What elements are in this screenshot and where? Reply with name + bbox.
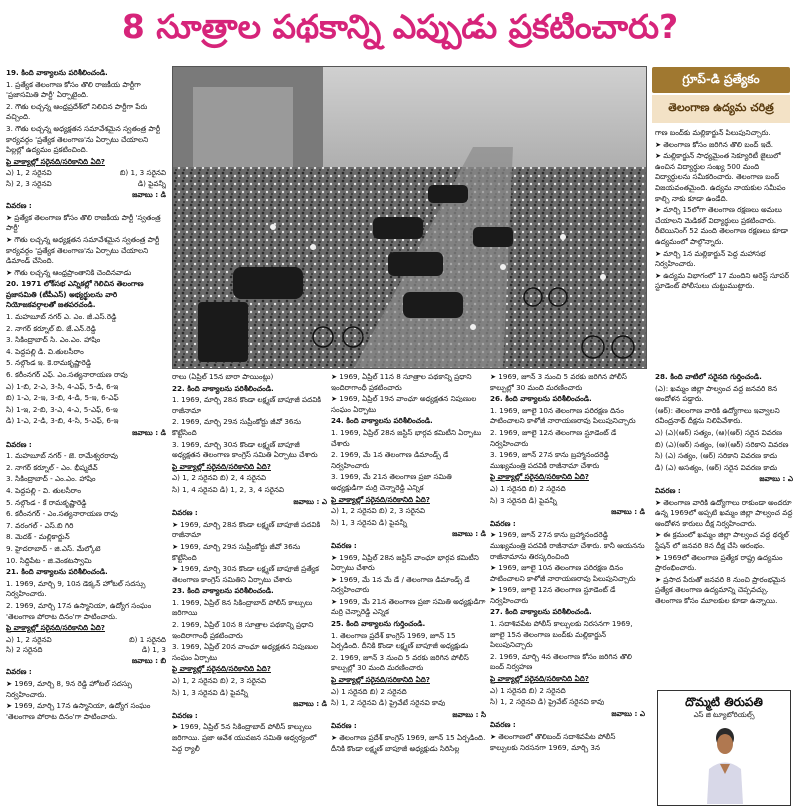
col5-bottom-line: (ఆర్): తెలంగాణ వారికి ఉద్యోగాలు ఇవ్వాలని రవీంద్రనాథ్ దీక్షను నిలిపివేశారు. [655, 405, 780, 426]
col3-line: సి) 1, 3 సరైనవి డి) పైవన్నీ [331, 517, 408, 527]
q19-stmt-3: 3. గౌతు లచ్చన్న అధ్యక్షతన సమావేశమైన స్వతంత్ర పార్టీ కార్యవర్గం 'ప్రత్యేక తెలంగాణ'ను ఏర్పాటు చేయాలని పిల్లల్లో ఉద్యమం ప్రకటించింది. [6, 123, 161, 155]
col3-line: పై వాక్యాల్లో సరైనది/సరికానిది ఏది? [331, 494, 430, 504]
q20-match-line: 2. నాగర్ కర్నూల్ బి. జే.ఎన్.రెడ్డి [6, 323, 96, 333]
q21-answer: జవాబు : బి [131, 655, 166, 665]
col2-line: వివరణ : [172, 508, 198, 518]
q20-exp-line: 7. వరంగల్ - ఎస్.బి గిరి [6, 520, 74, 530]
q20-options [6, 382, 166, 427]
col5-top-line: ➤ మల్లికార్జున్ సాధ్యమైంత సెక్యూరిటీ జైలులో ఉంచిన విద్యార్థుల సంఖ్య 500 మంది విద్యార్థులను సమీకరించారు. తెలంగాణ బంద్ విజయవంతమైంది. ఉద్యమ నాయకుల సమీపం కాల్చి నాకు కూడా ఉండేది. [655, 151, 786, 203]
q19-ask: పై వాక్యాల్లో సరైనది/సరికానిది ఏది? [6, 156, 105, 166]
q21-stmt-2: 2. 1969, మార్చి 17న ఉస్మానియా, ఉద్యోగ సంఘం 'తెలంగాణ పోరాట దినం'గా పాటించారు. [6, 600, 152, 621]
col3-line: ఎ) 1 సరైనది బి) 2 సరైనది [331, 686, 407, 696]
col3-line: వివరణ : [331, 721, 357, 731]
q20-explanation [6, 451, 166, 566]
col4-line: 1. సదాశివపేట పోలీస్ కాల్పులకు నిరసనగా 1969, జూలై 15న తెలంగాణ బంద్‌కు మల్లికార్జున్ పిలుపునిచ్చారు [490, 619, 633, 650]
col3-line: ➤ తెలంగాణ ప్రదేశ్ కాంగ్రెస్ 1969, జూన్ 15 ఏర్పడింది. దీనికి కొండా లక్ష్మణ్ బాపూజీ అధ్యక్షుడు సిరిసిల్ల [331, 733, 486, 753]
col4-line: ➤ 1969, జూలై 12న తెలంగాణ స్టూడెంట్ డే నిర్వహించారు [490, 585, 616, 605]
q20-option-line: ఎ) 1-బి, 2-ఎ, 3-సి, 4-ఎఫ్, 5-డి, 6-ఇ [6, 381, 119, 391]
q21-option-c: సి) 2 సరైనది [6, 645, 43, 655]
col2-line: రాలు (ఏప్రిల్ 15న బారా పాయింట్లు) [172, 372, 274, 381]
column-5-bottom [655, 372, 793, 686]
col2-line: 22. కింది వాక్యాలను పరిశీలించండి. [172, 383, 274, 393]
col5-bottom-line: ➤ ప్రసాద పేరుతో జనవరి 8 నుంచి ప్రారంభమైన ప్రత్యేక తెలంగాణ ఉద్యమాన్ని చెప్పవచ్చు. తెలంగాణ కోసం మూలకుల కూడా ఉన్నాయి. [655, 574, 786, 605]
banner-subtitle: తెలంగాణ ఉద్యమ చరిత్ర [652, 95, 790, 123]
col3-line: 3. 1969, మే 21న తెలంగాణ ప్రజా సమితి అధ్యక్షుడిగా మర్రి చెన్నారెడ్డి ఎన్నిక [331, 472, 452, 492]
col3-line: 2. 1969, మే 1న తెలంగాణ డిమాండ్స్ డే నిర్వహించారు [331, 450, 449, 470]
col5-top-line: ➤ మార్చి 15లోగా తెలంగాణ రక్షణలు అమలు చేయాలని మెడికల్ విద్యార్థులు ప్రకటించారు. రీటెయినింగ్ 52 మంది తెలంగాణ రక్షణలు కూడా ఉద్యమంలో పాల్గొన్నారు. [655, 205, 789, 246]
q20-exp-line: 5. నల్గొండ - కే రామకృష్ణారెడ్డి [6, 497, 87, 507]
q19-exp-3: ➤ గౌతు లచ్చన్న ఆంధ్రప్రాంతానికి చెందినవాడు [6, 267, 132, 277]
col3-line: 24. కింది వాక్యాలను పరిశీలించండి. [331, 416, 433, 426]
col2-line: జవాబు : డి [293, 699, 327, 709]
col5-bottom-line: 28. కింది వాటిలో సరైనది గుర్తించండి. [655, 372, 762, 381]
column-1 [6, 68, 166, 806]
col2-line: 1. 1969, మార్చి 28న కొండా లక్ష్మణ్ బాపూజీ పదవికి రాజీనామా [172, 395, 322, 415]
col3-line: జవాబు : డి [452, 529, 486, 539]
col4-line: ➤ 1969, జూన్ 3 నుంచి 5 వరకు జరిగిన పోలీస్ కాల్పుల్లో 30 మంది మరణించారు [490, 372, 627, 392]
q21-ask: పై వాక్యాల్లో సరైనది/సరికానిది ఏది? [6, 623, 105, 633]
q20-exp-line: 8. మెదక్ - మల్లికార్జున్ [6, 532, 70, 542]
col5-bottom-line: ➤ ఈ క్రమంలో ఖమ్మం జిల్లా పాల్వంచ వద్ద థర్మల్ స్టేషన్ లో జనవరి 8న దీక్ష చేసి ఆరంభం. [655, 530, 789, 550]
author-role: ఎస్ జి ట్యూటోరియల్స్ [693, 711, 755, 719]
col2-line: జవాబు : ఎ [293, 496, 327, 506]
col4-line: ఎ) 1 సరైనది బి) 2 సరైనది [490, 685, 566, 695]
col4-line: 2. 1969, జూలై 12న తెలంగాణ స్టూడెంట్ డే నిర్వహించారు [490, 427, 617, 448]
question-21: 21. కింది వాక్యాలను పరిశీలించండి. [6, 567, 108, 577]
col4-line: జవాబు : ఎ [611, 708, 645, 718]
q20-list [6, 312, 166, 381]
q20-answer: జవాబు : డి [132, 428, 166, 437]
col3-line: పై వాక్యాల్లో సరైనది/సరికానిది ఏది? [331, 675, 430, 685]
q19-option-d: డి) పైవన్నీ [137, 178, 166, 188]
col3-line: 1. 1969, ఏప్రిల్ 28న జస్టిస్ భార్గవ కమిటీని ఏర్పాటు చేశారు [331, 427, 482, 448]
col2-line: 23. కింది వాక్యాలను పరిశీలించండి. [172, 586, 274, 596]
q19-answer: జవాబు : డి [132, 189, 166, 199]
col2-line: సి) 1, 3 సరైనవి డి) పైవన్నీ [172, 687, 249, 697]
col3-line: జవాబు : సి [452, 709, 486, 719]
q20-exp-line: 3. సికింద్రాబాద్ - ఎం.ఎం. హాషిం [6, 474, 96, 484]
col4-line: వివరణ : [490, 518, 516, 528]
q20-exp-line: 4. పెద్దపల్లి - వి. తులసీరాం [6, 485, 82, 495]
q19-option-a: ఎ) 1, 2 సరైనవి [6, 168, 52, 178]
column-3 [331, 372, 486, 806]
col4-line: ➤ 1969, జూలై 10న తెలంగాణ పరిరక్షణ దినం పాటించాలని కాళోజీ నారాయణరావు పిలుపునిచ్చారు [490, 563, 636, 583]
col2-line: పై వాక్యాల్లో సరైనది/సరికానిది ఏది? [172, 664, 271, 674]
col2-line: 2. 1969, మార్చి 29న సుప్రీంకోర్టు జీవో 36ను కొట్టేసింది [172, 417, 302, 437]
q20-match-line: 1. మహబూబ్ నగర్ ఎ. ఎం. జీ.ఎస్.రెడ్డి [6, 312, 117, 322]
col4-line: 27. కింది వాక్యాలను పరిశీలించండి. [490, 607, 592, 617]
col5-bottom-line: ➤ 1969లో తెలంగాణ ప్రత్యేక రాష్ట్ర ఉద్యమం ప్రారంభించారు. [655, 552, 783, 573]
explanation-label: వివరణ : [6, 667, 32, 677]
col3-line: ఎ) 1, 2 సరైనవి బి) 2, 3 సరైనవి [331, 506, 426, 516]
col2-line: 3. 1969, మార్చి 30న కొండా లక్ష్మణ్ బాపూజీ అధ్యక్షతన తెలంగాణ కాంగ్రెస్ సమితి ఏర్పాటు చేశారు [172, 439, 318, 460]
col5-top-line: ➤ ఉద్యమ విభాగంలో 17 మందిని అరెస్ట్ సూపర్ స్టూడెంట్ పోలీసులు చుట్టుముట్టారు. [655, 270, 790, 291]
col3-line: 2. 1969, జూన్ 3 నుంచి 5 వరకు జరిగిన పోలీస్ కాల్పుల్లో 30 మంది మరణించారు [331, 652, 469, 673]
col4-line: ➤ తెలంగాణలో తొలిబంద్ సదాశివపేట పోలీస్ కాల్పులకు నిరసనగా 1969, మార్చి 3న [490, 732, 616, 752]
col4-line: 3. 1969, జూన్ 27న కాను బ్రహ్మానందరెడ్డి ముఖ్యమంత్రి పదవికి రాజీనామా చేశారు [490, 450, 609, 470]
q21-option-d: డి) 1, 3 [141, 645, 166, 655]
col3-line: ➤ 1969, మే 1న మే డే / తెలంగాణ డిమాండ్స్ డే నిర్వహించారు [331, 574, 470, 595]
headline: 8 సూత్రాల పథకాన్ని ఎప్పుడు ప్రకటించారు? [121, 6, 679, 46]
col2-line: 3. 1969, ఏప్రిల్ 20న వాంఛూ అధ్యక్షతన నిపుణుల సంఘం ఏర్పాటు [172, 642, 319, 662]
col5-bottom-line: వివరణ : [655, 485, 681, 495]
column-5-top [655, 128, 793, 366]
q20-exp-line: 6. కరీంనగర్ - ఎం.సత్యనారాయణ రావు [6, 509, 118, 519]
col5-bottom-line: బి) (ఎ)(ఆర్) సత్యం, (ఆ)(ఆర్) సరికాని వివరణ [655, 439, 789, 449]
question-19: 19. కింది వాక్యాలను పరిశీలించండి. [6, 68, 108, 77]
q20-match-line: 5. నల్గొండ ఇ. కె.రామకృష్ణారెడ్డి [6, 358, 92, 368]
col2-line: సి) 1, 4 సరైనవి డి) 1, 2, 3, 4 సరైనవి [172, 484, 285, 494]
col5-top-line: గాణ బంద్‌కు మల్లికార్జున్ పిలుపునిచ్చారు. [655, 128, 771, 137]
q20-option-line: డి) 1-ఎ, 2-డి, 3-బి, 4-సి, 5-ఎఫ్, 6-ఇ [6, 416, 119, 426]
q20-exp-line: 1. మహబూబ్ నగర్ - జె. రామేశ్వరరావు [6, 451, 118, 461]
banner-tag: గ్రూప్-డి ప్రత్యేకం [652, 67, 790, 93]
col5-bottom-line: (ఎ): ఖమ్మం జిల్లా పాల్వంచ వద్ద జనవరి 8న ఆందోళన పడ్డారు. [655, 383, 778, 404]
q20-match-line: 4. పెద్దపల్లి డి. వి.తులసీరాం [6, 346, 84, 356]
col5-bottom-line: ➤ తెలంగాణ వారికి ఉద్యోగాలు రాకుండా అందరూ ఉన్న 1969లో అప్పటి ఖమ్మం జిల్లా పాల్వంచ వద్ద ఆందోళన కారులు దీక్ష నిర్వహించారు. [655, 497, 793, 528]
col5-top-line: ➤ తెలంగాణ కోసం జరిగిన తొలి బంద్ ఇదే. [655, 139, 774, 149]
q19-exp-2: ➤ గౌతు లచ్చన్న అధ్యక్షతన సమావేశమైన స్వతంత్ర పార్టీ కార్యవర్గం 'ప్రత్యేక తెలంగాణ'ను ఏర్పాటు చేయాలని డిమాండ్ చేసింది. [6, 234, 160, 266]
col2-line: ➤ 1969, మార్చి 29న సుప్రీంకోర్టు జీవో 36ను కొట్టేసింది [172, 541, 301, 562]
q20-option-line: బి) 1-ఎ, 2-ఇ, 3-బి, 4-డి, 5-ఇ, 6-ఎఫ్ [6, 393, 119, 403]
col3-line: 1. తెలంగాణ ప్రదేశ్ కాంగ్రెస్ 1969, జూన్ 15 ఏర్పడింది. దీనికి కొండా లక్ష్మణ్ బాపూజీ అధ్యక్షుడు [331, 630, 469, 651]
col2-line: 1. 1969, ఏప్రిల్ 8న సికింద్రాబాద్ పోలీస్ కాల్పులు జరిగాయి [172, 597, 313, 618]
col3-line: ➤ 1969, ఏప్రిల్ 28న జస్టిస్ వాంఛూ భార్గవ కమిటీని ఏర్పాటు చేశారు [331, 552, 479, 573]
q20-exp-line: 9. హైదరాబాద్ - జి.ఎస్. మేల్కోటె [6, 543, 101, 553]
q19-option-c: సి) 2, 3 సరైనవి [6, 178, 52, 188]
historical-protest-photo [172, 66, 647, 369]
column-4 [490, 372, 645, 806]
q19-option-b: బి) 1, 3 సరైనవి [119, 168, 166, 178]
q19-stmt-2: 2. గౌతు లచ్చన్న ఆంధ్రప్రదేశ్‌లో నిలిచిన పార్టీగా పేరు వచ్చింది. [6, 101, 148, 122]
col4-line: వివరణ : [490, 720, 516, 730]
column-2 [172, 372, 327, 806]
author-photo [705, 724, 745, 804]
col2-line: ➤ 1969, ఏప్రిల్ 5న సికింద్రాబాద్ పోలీస్ కాల్పులు జరిగాయి. ప్రజా ఆవేశ యువజన సమితి ఆధ్వర్యంలో పెద్ద ర్యాలీ [172, 722, 317, 753]
q20-exp-line: 2. నాగర్ కర్నూల్ - ఎం. భీష్మదేవ్ [6, 462, 98, 472]
col4-line: 26. కింది వాక్యాలను పరిశీలించండి. [490, 394, 592, 404]
q21-exp-2: ➤ 1969, మార్చి 17న ఉస్మానియా, ఉద్యోగ సంఘం 'తెలంగాణ పోరాట దినం'గా పాటించారు. [6, 701, 151, 721]
col2-line: 2. 1969, ఏప్రిల్ 10న 8 సూత్రాల పథకాన్ని ప్రధాని ఇందిరాగాంధీ ప్రకటించారు [172, 620, 314, 640]
col4-line: సి) 3 సరైనది డి) పైవన్నీ [490, 495, 557, 505]
col3-line: 25. కింది వాక్యాలను గుర్తించండి. [331, 619, 426, 629]
q20-match-line: 6. కరీంనగర్ ఎఫ్. ఎం.సత్యనారాయణ రావు [6, 370, 128, 380]
col5-bottom-line: ఎ) (ఎ)(ఆర్) సత్యం, (ఆ)(ఆర్) సరైన వివరణ [655, 427, 783, 437]
author-box [657, 690, 791, 806]
q21-option-a: ఎ) 1, 2 సరైనవి [6, 634, 52, 644]
col3-line: ➤ 1969, ఏప్రిల్ 19న వాంఛూ అధ్యక్షతన నిపుణుల సంఘం ఏర్పాటు [331, 394, 477, 414]
col5-bottom-line: జవాబు : ఎ [759, 474, 793, 484]
col4-line: పై వాక్యాల్లో సరైనది/సరికానిది ఏది? [490, 674, 589, 684]
question-20: 20. 1971 లోక్‌సభ ఎన్నికల్లో గెలిచిన తెలంగాణ ప్రజాసమితి (టీపీఎస్) అభ్యర్థులను వారి నియోజకవర్గాలతో జతపరచండి. [6, 279, 144, 310]
section-banner [652, 67, 790, 123]
col4-line: ➤ 1969, జూన్ 27న కాను బ్రహ్మానందరెడ్డి ముఖ్యమంత్రి పదవికి రాజీనామా చేశారు. కానీ ఆయనను రాజీనామాను తిరస్కరించింది [490, 530, 645, 561]
q21-exp-1: ➤ 1969, మార్చి 8, 9న రెడ్డి హోటల్ సదస్సు నిర్వహించారు. [6, 679, 133, 699]
col4-line: పై వాక్యాల్లో సరైనది/సరికానిది ఏది? [490, 472, 589, 482]
col2-line: పై వాక్యాల్లో సరైనది/సరికానిది ఏది? [172, 461, 271, 471]
col5-bottom-line: సి) (ఎ) సత్యం, (ఆర్) సరికాని వివరణ కాదు [655, 451, 778, 461]
col3-line: సి) 1, 2 సరైనవి డి) ప్రైవేటే సరైనవి కావు [331, 698, 446, 708]
col3-line: వివరణ : [331, 540, 357, 550]
col2-line: ఎ) 1, 2 సరైనవి బి) 2, 3 సరైనవి [172, 676, 267, 686]
col2-line: ➤ 1969, మార్చి 30న కొండా లక్ష్మణ్ బాపూజీ ప్రత్యేక తెలంగాణ కాంగ్రెస్ సమితిని ఏర్పాటు చేశారు [172, 564, 319, 584]
author-name: దొమ్మటి తిరుపతి [685, 695, 763, 709]
q21-stmt-1: 1. 1969, మార్చి 9, 10న డెక్కన్ హోటల్ సదస్సు నిర్వహించారు. [6, 578, 146, 599]
col4-line: 1. 1969, జూలై 10న తెలంగాణ పరిరక్షణ దినం పాటించాలని కాళోజీ నారాయణరావు పిలుపునిచ్చారు [490, 405, 636, 426]
explanation-label: వివరణ : [6, 439, 32, 449]
q20-option-line: సి) 1-ఇ, 2-బి, 3-ఎ, 4-ఎ, 5-ఎఫ్, 6-ఇ [6, 404, 118, 414]
q19-exp-1: ➤ ప్రత్యేక తెలంగాణ కోసం తొలి రాజకీయ పార్టీ 'స్వతంత్ర పార్టీ' [6, 212, 161, 233]
q20-match-line: 3. సికింద్రాబాద్ సి. ఎం.ఎం. హాషిం [6, 335, 101, 345]
explanation-label: వివరణ : [6, 201, 32, 211]
col4-line: 2. 1969, మార్చి 4న తెలంగాణ కోసం జరిగిన తొలి బంద్ నిర్వహణ [490, 651, 632, 672]
q20-exp-line: 10. సిద్దిపేట - జి.వెంకటస్వామి [6, 555, 92, 565]
col4-line: సి) 1, 2 సరైనవి డి) ప్రైవేట్ సరైనవి కావు [490, 697, 605, 707]
col3-line: ➤ 1969, మే 21న తెలంగాణ ప్రజా సమితి అధ్యక్షుడిగా మర్రి చెన్నారెడ్డి ఎన్నిక [331, 596, 486, 617]
col2-line: ఎ) 1, 2 సరైనవి బి) 2, 4 సరైనవి [172, 473, 267, 483]
col2-line: ➤ 1969, మార్చి 28న కొండా లక్ష్మణ్ బాపూజీ పదవికి రాజీనామా [172, 519, 321, 540]
col5-bottom-line: డి) (ఎ) అసత్యం, (ఆర్) సరైన వివరణ కాదు [655, 462, 778, 472]
col5-top-line: ➤ మార్చి 1న మల్లికార్జున్ పెద్ద మహాసభ నిర్వహించారు. [655, 248, 766, 269]
col2-line: వివరణ : [172, 710, 198, 720]
col4-line: జవాబు : డి [611, 507, 645, 517]
q21-option-b: బి) 1 సరైనది [129, 634, 166, 644]
q19-stmt-1: 1. ప్రత్యేక తెలంగాణ కోసం తొలి రాజకీయ పార్టీగా 'ప్రజాసమితి పార్టీ' ఏర్పాటైంది. [6, 79, 141, 100]
col3-line: ➤ 1969, ఏప్రిల్ 11న 8 సూత్రాల పథకాన్ని ప్రధాని ఇందిరాగాంధీ ప్రకటించారు [331, 372, 472, 392]
col4-line: ఎ) 1 సరైనది బి) 2 సరైనది [490, 483, 566, 493]
